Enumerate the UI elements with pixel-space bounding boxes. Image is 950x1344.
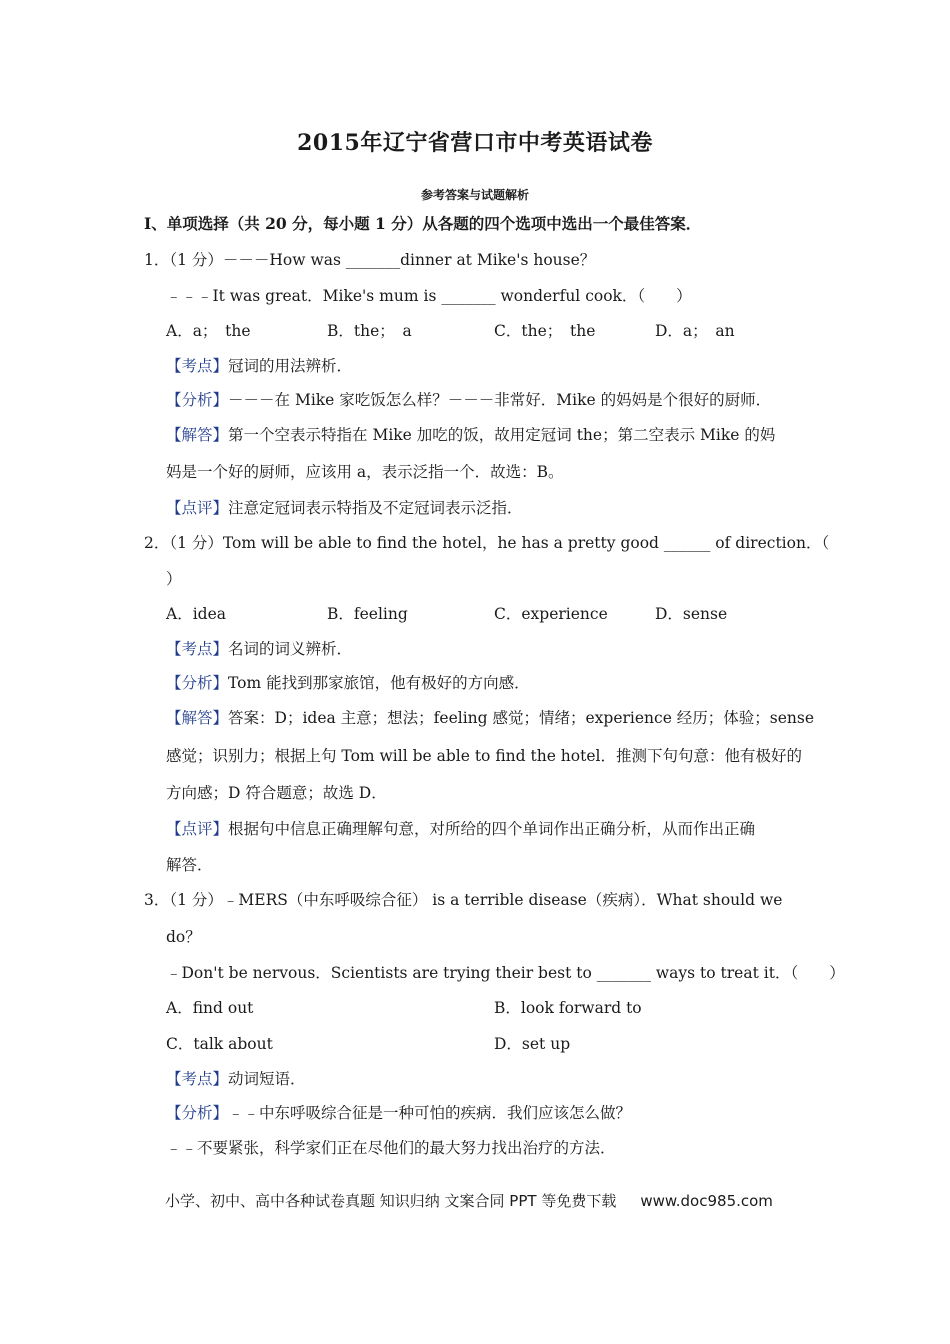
q1-jieda-text: 第一个空表示特指在 Mike 加吃的饭，故用定冠词 the；第二空表示 Mike 的妈 xyxy=(228,426,776,444)
q2-kaodian-text: 名词的词义辨析． xyxy=(228,640,353,658)
dianping-tag: 【点评】 xyxy=(166,820,229,838)
q2-option-b: B．feeling xyxy=(327,605,408,623)
q3-fenxi-line-2: ﹣﹣不要紧张，科学家们正在尽他们的最大努力找出治疗的方法． xyxy=(166,1139,616,1157)
q3-option-b: B．look forward to xyxy=(494,999,642,1017)
q1-option-b: B．the； a xyxy=(327,322,412,340)
q1-option-a: A．a； the xyxy=(166,322,251,340)
q2-jieda-text: 答案：D；idea 主意；想法；feeling 感觉；情绪；experience 经历；体验；sense xyxy=(228,709,815,727)
page-title: 2015年辽宁省营口市中考英语试卷 xyxy=(297,130,653,156)
q3-kaodian-text: 动词短语． xyxy=(228,1070,306,1088)
footer-text: 小学、初中、高中各种试卷真题 知识归纳 文案合同 PPT 等免费下载 xyxy=(165,1192,617,1210)
q2-dianping-text: 根据句中信息正确理解句意，对所给的四个单词作出正确分析，从而作出正确 xyxy=(228,820,756,838)
q2-option-c: C．experience xyxy=(494,605,608,623)
jieda-tag: 【解答】 xyxy=(166,426,229,444)
q1-dianping-text: 注意定冠词表示特指及不定冠词表示泛指． xyxy=(228,499,523,517)
q2-dianping xyxy=(166,819,755,839)
q3-option-c: C．talk about xyxy=(166,1035,273,1053)
q2-fenxi xyxy=(166,673,530,693)
q2-kaodian xyxy=(166,639,352,659)
q3-option-d: D．set up xyxy=(494,1035,571,1053)
q1-stem: 1．（1 分）－－－How was _______dinner at Mike's house？ xyxy=(144,251,596,269)
q3-kaodian xyxy=(166,1069,306,1089)
q1-kaodian-text: 冠词的用法辨析． xyxy=(228,357,353,375)
q2-stem-2: ） xyxy=(166,570,182,588)
q2-option-d: D．sense xyxy=(655,605,728,623)
q1-stem-2: ﹣﹣﹣It was great．Mike's mum is _______ wonderful cook．（ ） xyxy=(166,287,692,305)
q3-fenxi-text: ﹣﹣中东呼吸综合征是一种可怕的疾病．我们应该怎么做？ xyxy=(228,1104,632,1122)
q1-jieda xyxy=(166,425,775,445)
q1-jieda-line-2: 妈是一个好的厨师，应该用 a，表示泛指一个．故选：B。 xyxy=(166,463,564,481)
fenxi-tag: 【分析】 xyxy=(166,391,229,409)
kaodian-tag: 【考点】 xyxy=(166,357,229,375)
q2-fenxi-text: Tom 能找到那家旅馆，他有极好的方向感． xyxy=(228,674,530,692)
q2-stem: 2．（1 分）Tom will be able to find the hotel，he has a pretty good ______ of direction．（ xyxy=(144,534,830,552)
q1-option-d: D．a； an xyxy=(655,322,735,340)
q1-fenxi xyxy=(166,390,771,410)
dianping-tag: 【点评】 xyxy=(166,499,229,517)
q3-fenxi xyxy=(166,1103,631,1123)
q1-option-c: C．the； the xyxy=(494,322,596,340)
q2-jieda-line-3: 方向感；D 符合题意；故选 D． xyxy=(166,784,387,802)
section-heading: I、单项选择（共 20 分，每小题 1 分）从各题的四个选项中选出一个最佳答案． xyxy=(144,214,702,233)
q2-jieda-line-2: 感觉；识别力；根据上句 Tom will be able to find the hotel．推测下句句意：他有极好的 xyxy=(166,747,802,765)
q1-fenxi-text: －－－在 Mike 家吃饭怎么样？－－－非常好．Mike 的妈妈是个很好的厨师． xyxy=(228,391,772,409)
kaodian-tag: 【考点】 xyxy=(166,640,229,658)
footer-url[interactable]: www.doc985.com xyxy=(640,1192,773,1210)
q3-stem-2: do？ xyxy=(166,928,201,946)
q3-option-a: A．find out xyxy=(166,999,254,1017)
q1-kaodian xyxy=(166,356,352,376)
q2-dianping-line-2: 解答． xyxy=(166,856,213,874)
fenxi-tag: 【分析】 xyxy=(166,674,229,692)
q3-stem-3: ﹣Don't be nervous．Scientists are trying their best to _______ ways to treat it．（ ） xyxy=(166,964,845,982)
page-subtitle: 参考答案与试题解析 xyxy=(420,188,529,202)
jieda-tag: 【解答】 xyxy=(166,709,229,727)
q1-dianping xyxy=(166,498,523,518)
q3-stem: 3．（1 分）﹣MERS（中东呼吸综合征） is a terrible disease（疾病）．What should we xyxy=(144,891,783,909)
page-footer xyxy=(165,1190,773,1211)
q2-option-a: A．idea xyxy=(166,605,226,623)
fenxi-tag: 【分析】 xyxy=(166,1104,229,1122)
kaodian-tag: 【考点】 xyxy=(166,1070,229,1088)
q2-jieda xyxy=(166,708,814,728)
